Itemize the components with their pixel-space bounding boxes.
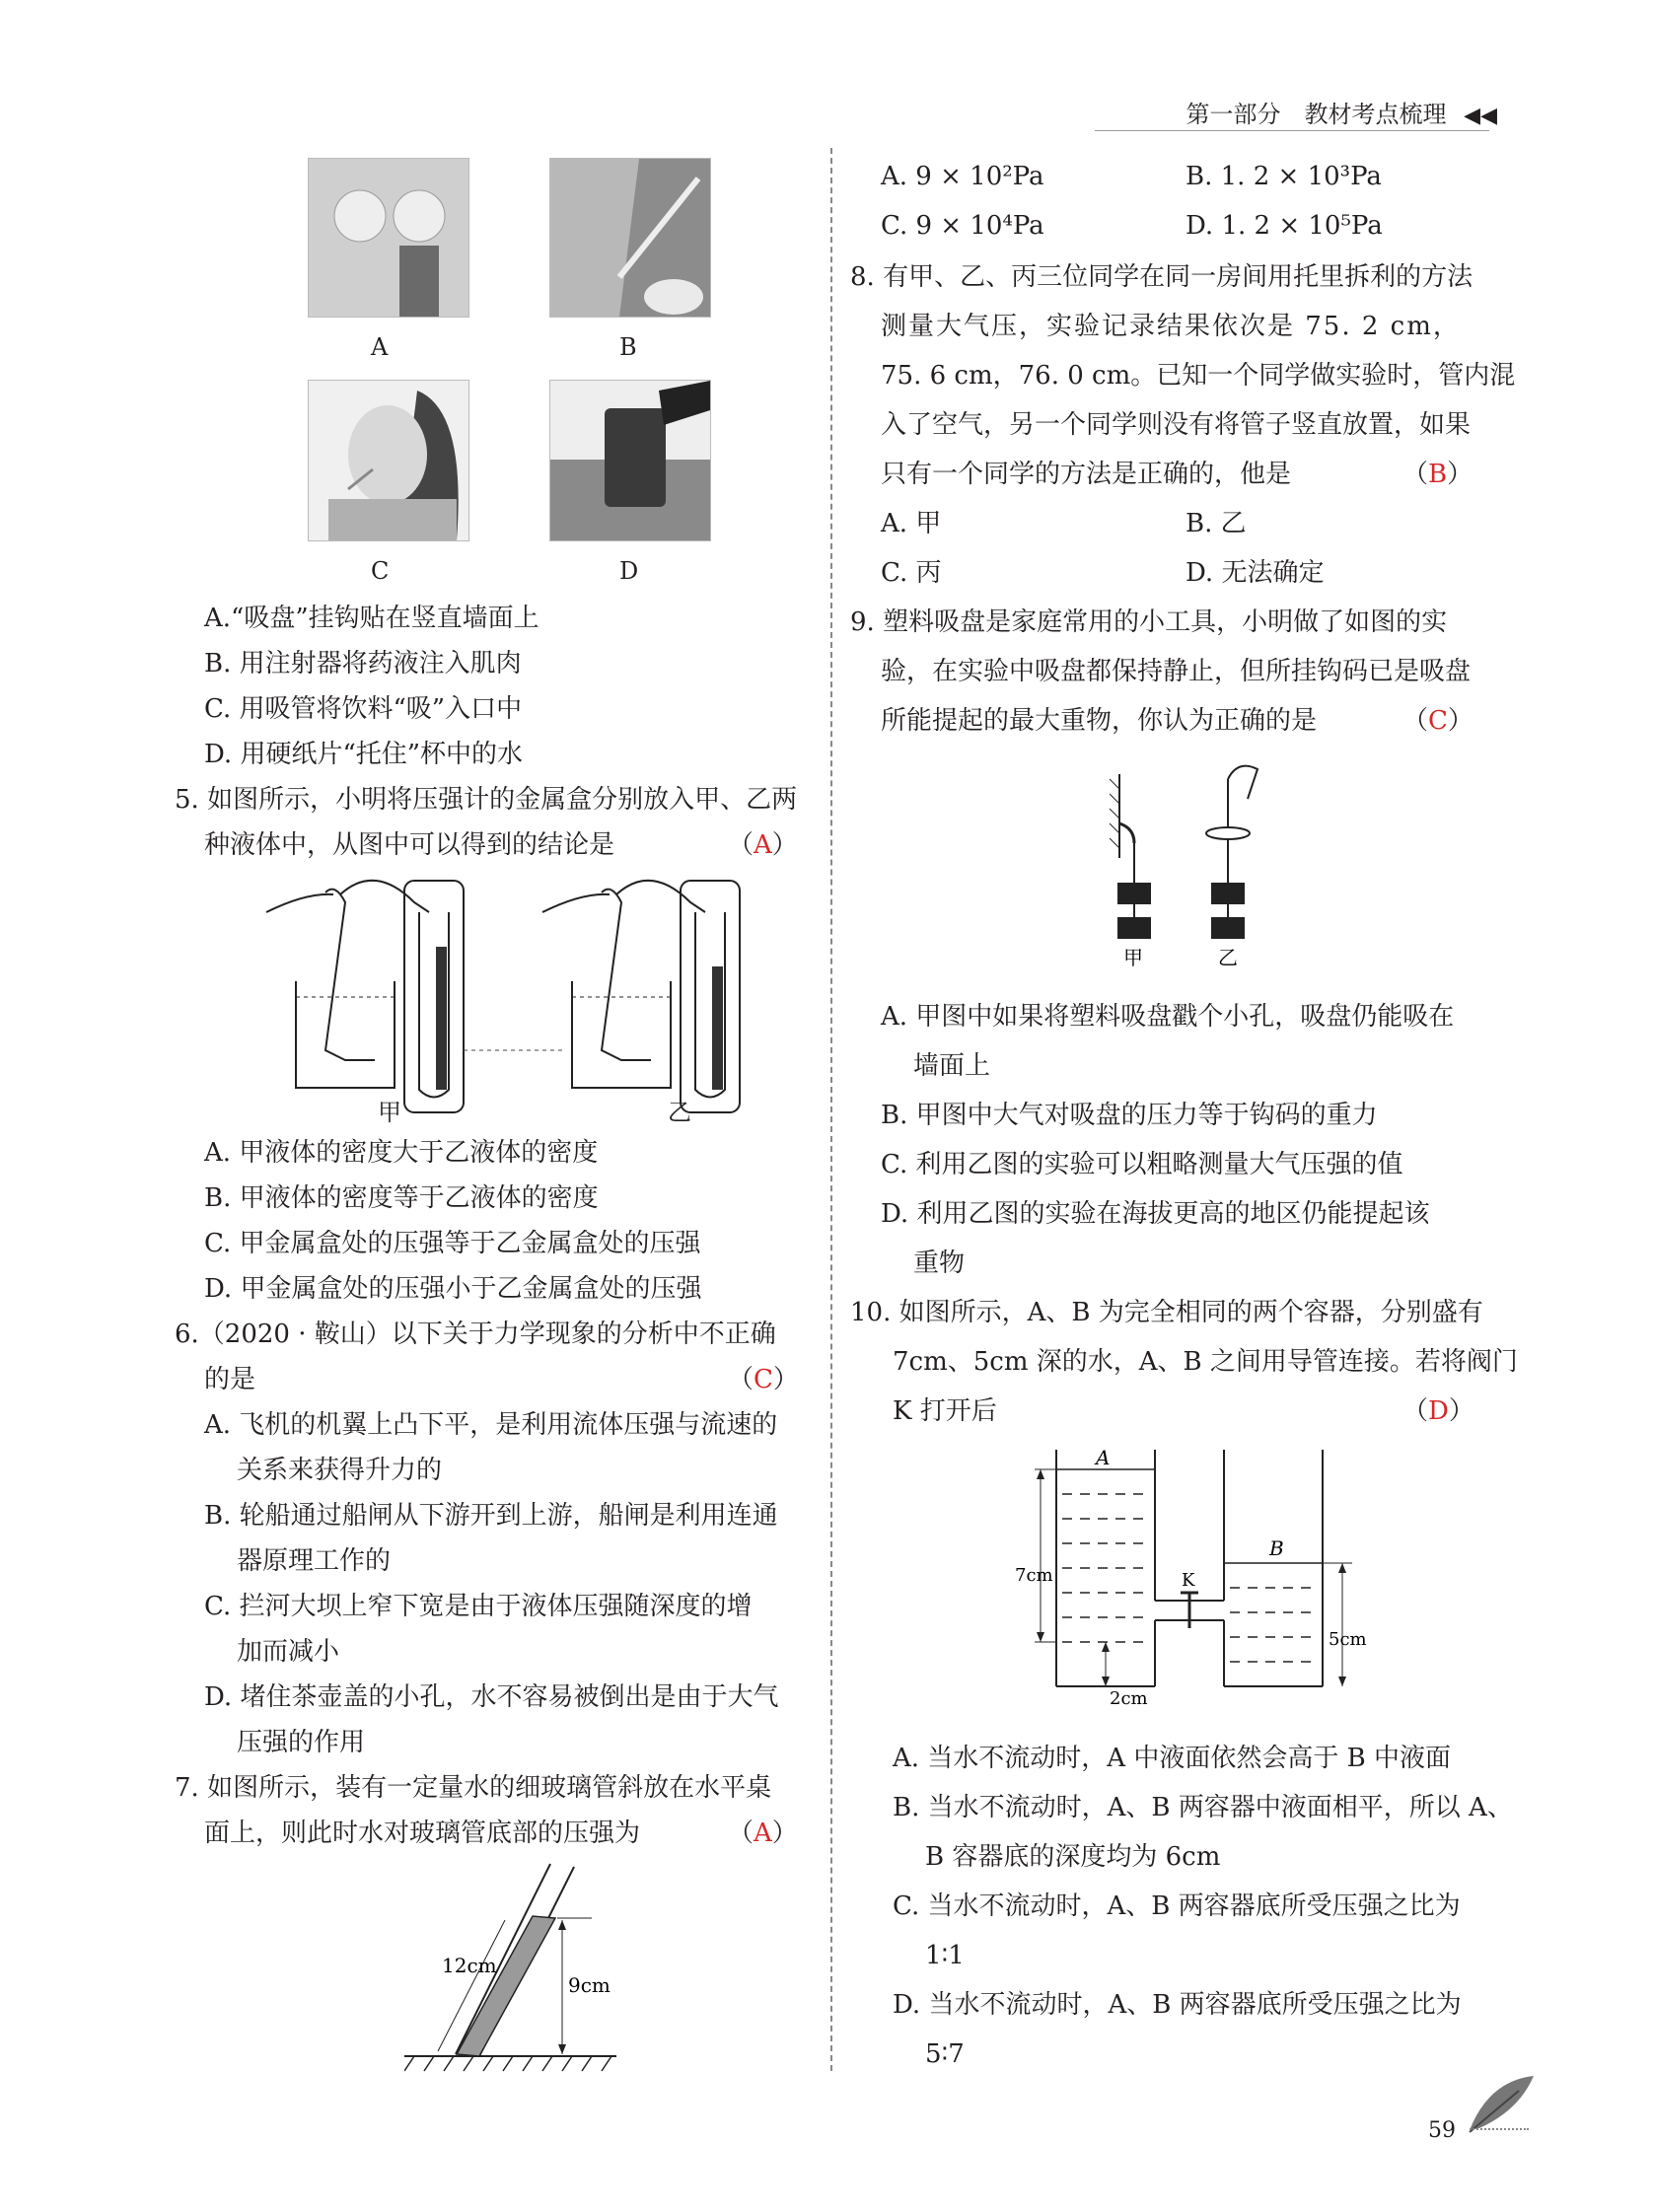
q9-answer: （C） (1402, 706, 1473, 736)
double-chevron-icon: ◀◀ (1464, 104, 1497, 128)
q9-option-a-cont: 墙面上 (913, 1051, 991, 1081)
q5-option-b: B. 甲液体的密度等于乙液体的密度 (204, 1183, 599, 1213)
q7-label-12cm: 12cm (442, 1954, 497, 1977)
footer-dots (1470, 2128, 1529, 2130)
q6-option-b-cont: 器原理工作的 (237, 1546, 392, 1576)
q9-option-a: A. 甲图中如果将塑料吸盘戳个小孔，吸盘仍能吸在 (881, 1002, 1455, 1032)
q6-answer-letter: C (754, 1365, 773, 1394)
q10-label-b: B (1269, 1536, 1284, 1560)
q9-stem-line1: 9. 塑料吸盘是家庭常用的小工具，小明做了如图的实 (850, 607, 1448, 637)
q10-answer-letter: D (1428, 1396, 1449, 1426)
q7-option-d: D. 1. 2 × 10⁵Pa (1186, 211, 1383, 241)
q10-label-a: A (1096, 1446, 1111, 1469)
fig-label-d: D (619, 557, 639, 585)
q6-option-d: D. 堵住茶壶盖的小孔，水不容易被倒出是由于大气 (204, 1682, 779, 1712)
fig-label-c: C (371, 557, 390, 585)
q4-option-b: B. 用注射器将药液注入肌肉 (204, 649, 522, 678)
q7-stem-line2: 面上，则此时水对玻璃管底部的压强为 (204, 1819, 641, 1848)
suction-hook-photo (308, 158, 469, 318)
q10-stem-line3: K 打开后 (893, 1396, 997, 1426)
beaker-jia (266, 881, 464, 1112)
q6-option-c-cont: 加而减小 (237, 1637, 340, 1667)
q10-option-b: B. 当水不流动时，A、B 两容器中液面相平，所以 A、 (893, 1793, 1513, 1822)
q7-stem-line1: 7. 如图所示，装有一定量水的细玻璃管斜放在水平桌 (175, 1773, 772, 1803)
q6-stem-line2: 的是 (204, 1365, 256, 1394)
injection-photo (549, 158, 711, 318)
q7-answer-letter: A (754, 1819, 772, 1848)
suction-cup-yi (1206, 766, 1258, 939)
header-rule (1095, 130, 1489, 131)
q6-option-b: B. 轮船通过船闸从下游开到上游，船闸是利用连通 (204, 1501, 778, 1531)
q10-stem-line1: 10. 如图所示，A、B 为完全相同的两个容器，分别盛有 (850, 1298, 1483, 1327)
page-number: 59 (1428, 2118, 1456, 2143)
q5-answer: （A） (728, 830, 798, 860)
q10-label-k: K (1182, 1570, 1195, 1591)
q5-fig-label-yi: 乙 (668, 1099, 691, 1126)
suction-hook-drawing (309, 159, 468, 317)
q7-label-9cm: 9cm (568, 1973, 611, 1997)
q8-stem-line3: 75. 6 cm，76. 0 cm。已知一个同学做实验时，管内混 (881, 361, 1516, 391)
q8-stem-line5: 只有一个同学的方法是正确的，他是 (881, 460, 1292, 489)
q5-option-d: D. 甲金属盒处的压强小于乙金属盒处的压强 (204, 1274, 702, 1304)
q5-option-a: A. 甲液体的密度大于乙液体的密度 (204, 1138, 599, 1168)
beaker-yi (542, 881, 740, 1112)
q10-option-d-cont: 5∶7 (925, 2039, 965, 2069)
q5-stem-line1: 5. 如图所示，小明将压强计的金属盒分别放入甲、乙两 (175, 785, 798, 815)
q8-stem-line1: 8. 有甲、乙、丙三位同学在同一房间用托里拆利的方法 (850, 262, 1473, 292)
q6-option-d-cont: 压强的作用 (237, 1728, 366, 1757)
q8-option-c: C. 丙 (881, 558, 942, 588)
fig-label-b: B (619, 333, 637, 361)
q5-answer-letter: A (754, 830, 772, 860)
q10-label-2cm: 2cm (1110, 1688, 1148, 1709)
q10-label-5cm: 5cm (1329, 1629, 1367, 1650)
q9-option-c: C. 利用乙图的实验可以粗略测量大气压强的值 (881, 1150, 1403, 1179)
manometer-figure (256, 873, 769, 1124)
q7-answer: （A） (728, 1819, 798, 1848)
injection-drawing (550, 159, 710, 317)
q5-option-c: C. 甲金属盒处的压强等于乙金属盒处的压强 (204, 1229, 701, 1258)
q4-option-c: C. 用吸管将饮料“吸”入口中 (204, 694, 523, 724)
q10-label-7cm: 7cm (1015, 1565, 1053, 1586)
q6-stem-line1: 6.（2020 · 鞍山）以下关于力学现象的分析中不正确 (175, 1320, 776, 1349)
q8-stem-line4: 入了空气，另一个同学则没有将管子竖直放置，如果 (881, 410, 1472, 440)
q6-option-a: A. 飞机的机翼上凸下平，是利用流体压强与流速的 (204, 1410, 778, 1440)
q8-option-b: B. 乙 (1186, 509, 1247, 538)
fig-label-a: A (371, 333, 389, 361)
q9-stem-line2: 验，在实验中吸盘都保持静止，但所挂钩码已是吸盘 (881, 657, 1472, 686)
q9-fig-label-jia: 甲 (1123, 946, 1143, 969)
q9-option-d: D. 利用乙图的实验在海拔更高的地区仍能提起该 (881, 1199, 1430, 1229)
drinking-straw-drawing (309, 381, 468, 540)
inclined-tube-figure (404, 1859, 631, 2081)
suction-cup-jia (1110, 774, 1151, 939)
q7-option-b: B. 1. 2 × 10³Pa (1186, 162, 1382, 191)
section-title: 第一部分 教材考点梳理 (1186, 101, 1447, 128)
suction-cup-figure (1100, 759, 1277, 971)
q9-fig-label-yi: 乙 (1218, 946, 1238, 969)
connected-containers-figure (1011, 1445, 1386, 1731)
drinking-straw-photo (308, 380, 469, 541)
q10-option-c-cont: 1∶1 (925, 1941, 965, 1970)
q9-stem-line3: 所能提起的最大重物，你认为正确的是 (881, 706, 1318, 736)
q6-option-c: C. 拦河大坝上窄下宽是由于液体压强随深度的增 (204, 1592, 753, 1621)
q4-option-a: A.“吸盘”挂钩贴在竖直墙面上 (204, 604, 539, 633)
paper-card-cup-drawing (550, 381, 710, 540)
column-divider (830, 148, 832, 2071)
q4-option-d: D. 用硬纸片“托住”杯中的水 (204, 740, 524, 769)
q10-option-b-cont: B 容器底的深度均为 6cm (925, 1842, 1221, 1872)
q8-option-d: D. 无法确定 (1186, 558, 1325, 588)
q5-fig-label-jia: 甲 (378, 1099, 401, 1126)
q8-stem-line2: 测量大气压，实验记录结果依次是 75. 2 cm， (881, 312, 1461, 341)
q10-option-c: C. 当水不流动时，A、B 两容器底所受压强之比为 (893, 1891, 1461, 1921)
q8-option-a: A. 甲 (881, 509, 942, 538)
q7-option-c: C. 9 × 10⁴Pa (881, 211, 1044, 241)
q9-option-d-cont: 重物 (913, 1249, 966, 1278)
section-header (1186, 95, 1497, 129)
q9-option-b: B. 甲图中大气对吸盘的压力等于钩码的重力 (881, 1101, 1378, 1130)
q10-option-a: A. 当水不流动时，A 中液面依然会高于 B 中液面 (893, 1744, 1451, 1773)
q10-option-d: D. 当水不流动时，A、B 两容器底所受压强之比为 (893, 1990, 1462, 2020)
q5-stem-line2: 种液体中，从图中可以得到的结论是 (204, 830, 615, 860)
q8-answer-letter: B (1428, 460, 1448, 489)
q8-answer: （B） (1402, 460, 1473, 489)
q6-option-a-cont: 关系来获得升力的 (237, 1456, 443, 1485)
q6-answer: （C） (728, 1365, 799, 1394)
q9-answer-letter: C (1428, 706, 1448, 736)
paper-card-cup-photo (549, 380, 711, 541)
q10-stem-line2: 7cm、5cm 深的水，A、B 之间用导管连接。若将阀门 (893, 1347, 1518, 1377)
q10-answer: （D） (1402, 1396, 1474, 1426)
q7-option-a: A. 9 × 10²Pa (881, 162, 1044, 191)
